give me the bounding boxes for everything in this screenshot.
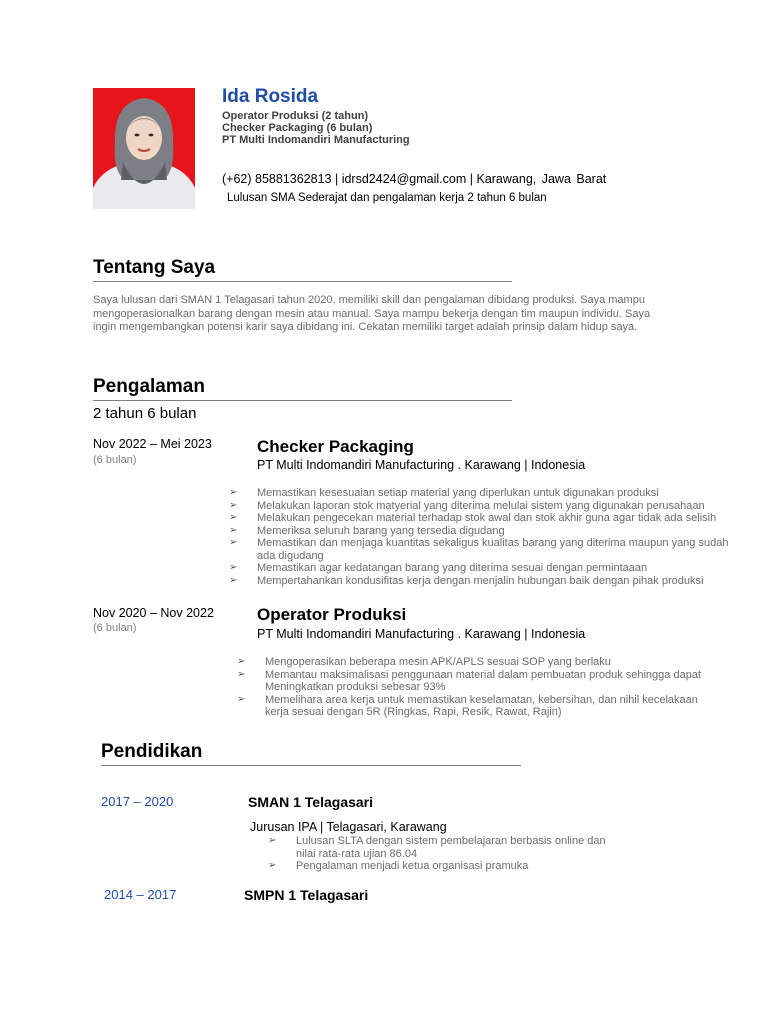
location: Karawang, Jawa Barat (476, 172, 607, 186)
arrow-bullet-icon: ➢ (268, 835, 277, 846)
school-name: SMAN 1 Telagasari (248, 794, 374, 810)
list-item (268, 860, 628, 873)
bullet-text: Pengalaman menjadi ketua organisasi pramuka (296, 860, 529, 872)
arrow-bullet-icon: ➢ (229, 524, 238, 536)
job-role: Checker Packaging (257, 437, 414, 456)
bullet-text: Memeriksa seluruh barang yang tersedia digudang (257, 524, 505, 537)
arrow-bullet-icon: ➢ (229, 574, 238, 586)
experience-heading: Pengalaman (93, 376, 205, 397)
about-divider (93, 281, 512, 282)
list-item (229, 525, 744, 538)
school-years: 2017 – 2020 (101, 794, 174, 809)
job-dates: Nov 2022 – Mei 2023 (93, 437, 212, 451)
about-text: Saya lulusan dari SMAN 1 Telagasari tahun 2020, memiliki skill dan pengalaman dibidang produksi. Saya mampu mengoperasionalkan barang dengan mesin atau manual. Saya mampu bekerja dengan tim maupun individu. Saya ingin mengembangkan potensi karir saya dibidang ini. Cekatan memiliki target adalah prinsip dalam hidup saya. (93, 294, 651, 333)
arrow-bullet-icon: ➢ (229, 537, 238, 548)
subtitle-line-1: Operator Produksi (2 tahun) (222, 110, 369, 122)
contact-line (222, 172, 606, 186)
arrow-bullet-icon: ➢ (237, 668, 246, 680)
arrow-bullet-icon: ➢ (229, 512, 238, 523)
school-years: 2014 – 2017 (104, 887, 177, 902)
bullet-text: Mempertahankan kondusifitas kerja dengan menjalin hubungan baik dengan pihak produksi (257, 574, 704, 587)
bullet-text: Mengoperasikan beberapa mesin APK/APLS sesuai SOP yang berlaku (265, 656, 611, 668)
profile-photo-illustration (93, 88, 195, 209)
job-duration: (6 bulan) (93, 622, 137, 634)
education-divider (101, 765, 521, 766)
separator: | (334, 172, 342, 186)
arrow-bullet-icon: ➢ (237, 693, 246, 705)
school-detail: Jurusan IPA | Telagasari, Karawang (250, 820, 447, 834)
list-item (237, 669, 717, 694)
job-duration: (6 bulan) (93, 454, 137, 466)
school-bullet-list (268, 835, 628, 873)
list-item (237, 656, 717, 669)
list-item (229, 500, 744, 513)
arrow-bullet-icon: ➢ (229, 562, 238, 573)
bullet-text: Memastikan agar kedatangan barang yang diterima sesuai dengan permintaaan (257, 562, 648, 574)
job-bullet-list (229, 487, 744, 587)
arrow-bullet-icon: ➢ (268, 860, 277, 871)
list-item (268, 835, 628, 860)
profile-photo (93, 88, 195, 209)
separator: | (469, 172, 477, 186)
about-heading: Tentang Saya (93, 257, 216, 278)
list-item (229, 512, 744, 525)
bullet-text: Melakukan pengecekan material terhadap stok awal dan stok akhir guna agar tidak ada selisih (257, 512, 717, 524)
phone-number[interactable]: (+62) 85881362813 (222, 172, 332, 186)
job-bullet-list (237, 656, 717, 719)
bullet-text: Melakukan laporan stok matyerial yang diterima melulai sistem yang digunakan perusahaan (257, 499, 705, 512)
list-item (229, 575, 744, 588)
bullet-text: Memelihara area kerja untuk memastikan keselamatan, kebersihan, dan nihil kecelakaan kerja sesuai dengan 5R (Ringkas, Rapi, Resik, Rawat, Rajin) (265, 693, 698, 718)
list-item (229, 562, 744, 575)
experience-divider (93, 400, 512, 401)
list-item (229, 537, 744, 562)
profile-summary: Lulusan SMA Sederajat dan pengalaman kerja 2 tahun 6 bulan (227, 192, 547, 204)
arrow-bullet-icon: ➢ (229, 499, 238, 511)
bullet-text: Memantau maksimalisasi penggunaan material dalam pembuatan produk sehingga dapat Meningkatkan produksi sebesar 93% (265, 668, 701, 693)
job-company: PT Multi Indomandiri Manufacturing . Karawang | Indonesia (257, 627, 586, 641)
subtitle-line-3: PT Multi Indomandiri Manufacturing (222, 134, 410, 146)
job-company: PT Multi Indomandiri Manufacturing . Karawang | Indonesia (257, 458, 586, 472)
job-dates: Nov 2020 – Nov 2022 (93, 606, 214, 620)
education-heading: Pendidikan (101, 741, 203, 762)
list-item (237, 694, 717, 719)
list-item (229, 487, 744, 500)
job-role: Operator Produksi (257, 605, 407, 624)
arrow-bullet-icon: ➢ (237, 656, 246, 667)
arrow-bullet-icon: ➢ (229, 487, 238, 498)
candidate-name: Ida Rosida (222, 86, 319, 107)
bullet-text: Memastikan kesesuaian setiap material yang diperlukan untuk digunakan produksi (257, 487, 659, 499)
bullet-text: Memastikan dan menjaga kuantitas sekaligus kualitas barang yang diterima maupun yang sudah ada digudang (257, 537, 729, 562)
experience-total: 2 tahun 6 bulan (93, 405, 197, 422)
school-name: SMPN 1 Telagasari (244, 887, 369, 903)
email-address[interactable]: idrsd2424@gmail.com (341, 172, 467, 186)
bullet-text: Lulusan SLTA dengan sistem pembelajaran berbasis online dan nilai rata-rata ujian 86.04 (296, 835, 606, 860)
subtitle-line-2: Checker Packaging (6 bulan) (222, 122, 373, 134)
